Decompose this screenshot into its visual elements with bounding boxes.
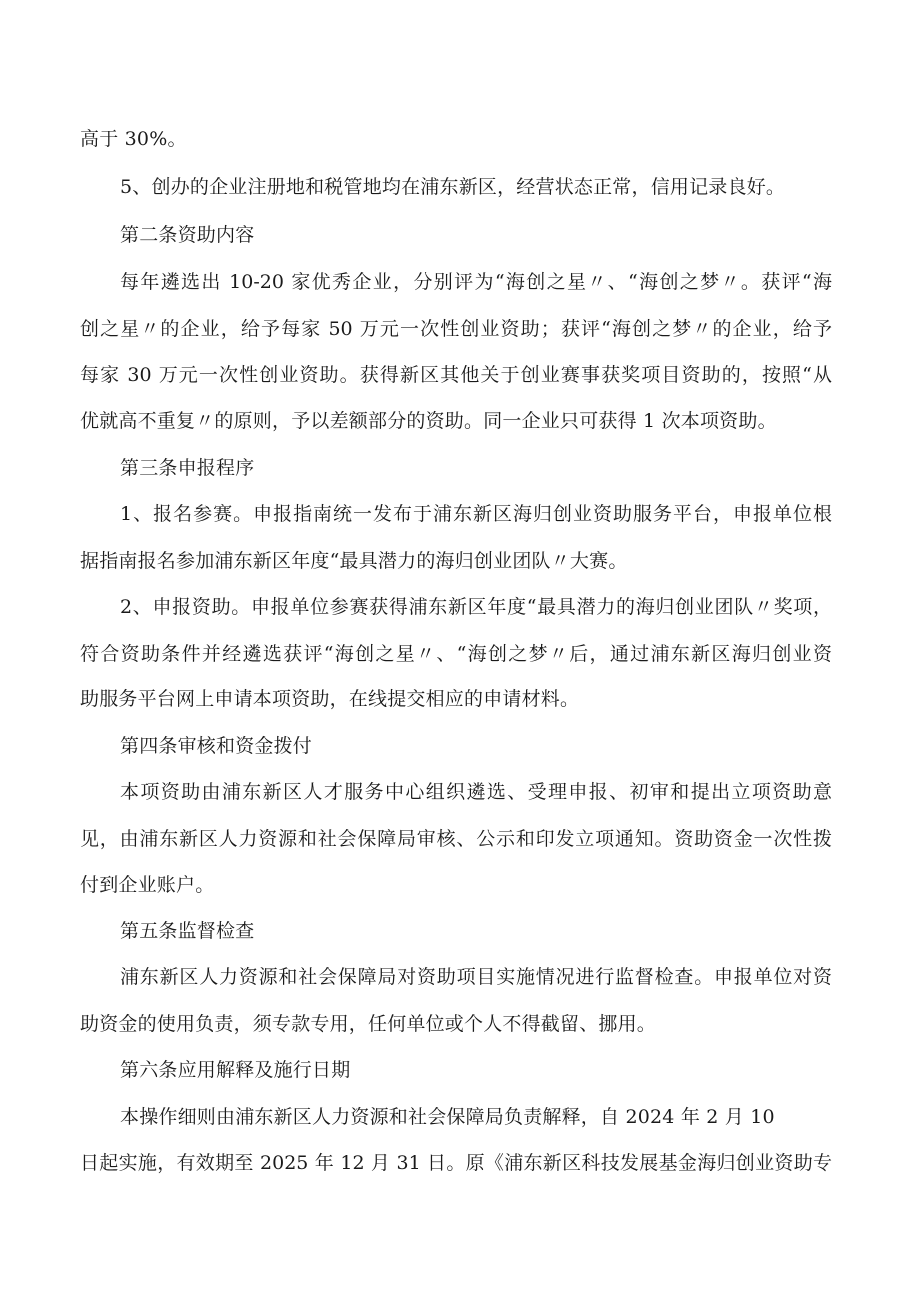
paragraph-line: 付到企业账户。 bbox=[80, 874, 215, 896]
paragraph-line: 日起实施，有效期至 2025 年 12 月 31 日。原《浦东新区科技发展基金海归创业资助专 bbox=[80, 1152, 832, 1174]
paragraph-line: 优就高不重复〃的原则，予以差额部分的资助。同一企业只可获得 1 次本项资助。 bbox=[80, 410, 777, 432]
paragraph-line: 助资金的使用负责，须专款专用，任何单位或个人不得截留、挪用。 bbox=[80, 1013, 657, 1035]
paragraph-line: 见，由浦东新区人力资源和社会保障局审核、公示和印发立项通知。资助资金一次性拨 bbox=[80, 828, 832, 850]
paragraph-line: 高于 30%。 bbox=[80, 128, 187, 150]
paragraph-line: 创之星〃的企业，给予每家 50 万元一次性创业资助；获评“海创之梦〃的企业，给予 bbox=[80, 318, 832, 340]
paragraph-line: 每家 30 万元一次性创业资助。获得新区其他关于创业赛事获奖项目资助的，按照“从 bbox=[80, 364, 832, 386]
paragraph-line: 浦东新区人力资源和社会保障局对资助项目实施情况进行监督检查。申报单位对资 bbox=[120, 966, 832, 988]
paragraph-line: 本项资助由浦东新区人才服务中心组织遴选、受理申报、初审和提出立项资助意 bbox=[120, 781, 832, 803]
list-item-1: 1、报名参赛。申报指南统一发布于浦东新区海归创业资助服务平台，申报单位根 bbox=[120, 503, 832, 525]
list-item-2: 2、申报资助。申报单位参赛获得浦东新区年度“最具潜力的海归创业团队〃奖项， bbox=[120, 596, 832, 618]
section-heading-4: 第四条审核和资金拨付 bbox=[120, 735, 313, 757]
section-heading-3: 第三条申报程序 bbox=[120, 457, 255, 479]
section-heading-2: 第二条资助内容 bbox=[120, 224, 255, 246]
paragraph-line: 据指南报名参加浦东新区年度“最具潜力的海归创业团队〃大赛。 bbox=[80, 550, 628, 572]
section-heading-5: 第五条监督检查 bbox=[120, 920, 255, 942]
paragraph-line: 符合资助条件并经遴选获评“海创之星〃、“海创之梦〃后，通过浦东新区海归创业资 bbox=[80, 643, 832, 665]
section-heading-6: 第六条应用解释及施行日期 bbox=[120, 1059, 351, 1081]
paragraph-line: 每年遴选出 10-20 家优秀企业，分别评为“海创之星〃、“海创之梦〃。获评“海 bbox=[120, 271, 832, 293]
paragraph-line: 助服务平台网上申请本项资助，在线提交相应的申请材料。 bbox=[80, 688, 580, 710]
paragraph-line: 本操作细则由浦东新区人力资源和社会保障局负责解释，自 2024 年 2 月 10 bbox=[120, 1106, 775, 1128]
list-item-5: 5、创办的企业注册地和税管地均在浦东新区，经营状态正常，信用记录良好。 bbox=[120, 176, 786, 198]
